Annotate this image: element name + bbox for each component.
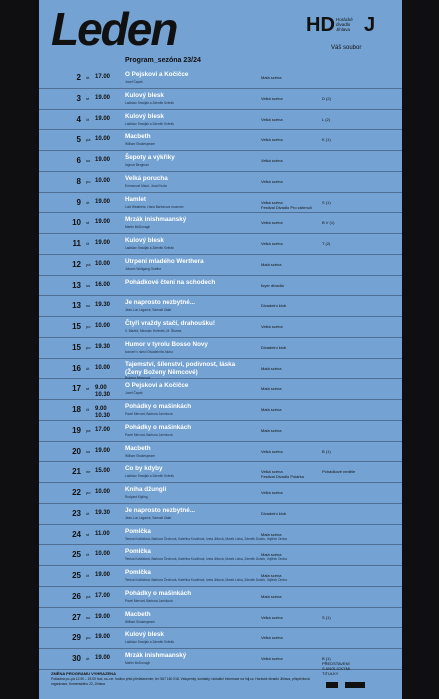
day-number: 24 (72, 529, 81, 539)
weekday: čt (86, 116, 90, 122)
show-title[interactable]: Utrpení mladého Werthera (125, 257, 204, 265)
day-number: 19 (72, 425, 81, 435)
show-title[interactable]: Kniha džunglí (125, 486, 167, 493)
program-row[interactable] (39, 89, 402, 110)
show-time: 10.00 (95, 551, 111, 558)
show-title[interactable]: Humor v tyrolu Bosso Novy (125, 340, 208, 348)
show-author: Tereza Košťálová, Barbora Čechová, Kateřina Kovářová, Iveta Jilková, Marek Liska, Zdeněk Dušek, Vojtěch Ondra (125, 536, 287, 541)
day-number: 4 (76, 114, 81, 124)
venue: Malá scéna (261, 593, 282, 599)
show-time: 10.00 (95, 364, 111, 371)
show-author: William Shakespeare (125, 453, 155, 458)
venue: Malá scéna (261, 573, 282, 578)
program-row[interactable] (39, 255, 402, 276)
show-time: 19.00 (95, 634, 111, 641)
logo-j: J (364, 14, 376, 36)
day-number: 13 (72, 280, 81, 290)
show-title[interactable]: Pohádky o mašinkách (125, 589, 192, 597)
season-subtitle: Program_sezóna 23/24 (125, 57, 201, 64)
day-number: 8 (76, 176, 81, 186)
show-author: Ingmar Bergman (125, 163, 149, 167)
show-title[interactable]: Kulový blesk (125, 91, 164, 99)
row-note: S (1) (322, 199, 331, 205)
show-time: 11.00 (95, 530, 110, 537)
footer-text: Pokladna po–pá 12.00 – 19.00 hod, so–ne: hodinu před představením; tel. 567 160 018. Vstupenky, kontakty i aktuální informace na hdj.cz. Horácké divadlo Jihlava, příspěvková organizace, Komenského 22, Jihlava (51, 677, 310, 686)
row-note: L (2) (322, 116, 331, 122)
day-number: 25 (72, 571, 81, 580)
show-title[interactable]: Pohádky o mašinkách (125, 423, 192, 431)
venue: Velká scéna (261, 490, 283, 495)
show-title[interactable]: Kulový blesk (125, 237, 164, 244)
show-time: 19.00 (95, 198, 111, 205)
show-title[interactable]: Hamlet (125, 195, 146, 203)
program-row[interactable] (39, 172, 402, 193)
venue: Velká scéna (261, 614, 283, 620)
weekday: út (86, 656, 90, 661)
venue: Malá scéna (261, 75, 282, 80)
weekday: po (86, 635, 91, 641)
program-row[interactable] (39, 130, 402, 151)
show-author: Pavel Mervart, Barbora Jarníková (125, 432, 173, 437)
logo-tagline: Váš soubor (331, 45, 362, 51)
show-author: Božena Němcová (125, 375, 151, 380)
weekday: st (86, 220, 90, 226)
venue: Velká scéna (261, 241, 283, 246)
show-author: Ladislav Smoljak a Zdeněk Svěrák (125, 100, 174, 105)
show-author: Rudyard Kipling (125, 495, 148, 499)
weekday: so (86, 614, 91, 620)
program-page (39, 0, 402, 699)
weekday: čt (86, 407, 90, 412)
venue: Divadelní klub (261, 344, 287, 350)
show-title[interactable]: O Pejskovi a Kočičce (125, 71, 189, 78)
venue: Velká scéna (261, 220, 283, 226)
show-time: 10.00 (95, 260, 111, 267)
show-author: Josef Čapek (125, 80, 143, 84)
day-number: 26 (72, 591, 81, 601)
venue: Malá scéna (261, 552, 282, 558)
day-number: 5 (76, 135, 81, 145)
show-title[interactable]: Pomlčka (125, 548, 151, 556)
show-time: 15.00 (95, 468, 111, 475)
program-row[interactable] (39, 359, 402, 380)
venue: Velká scéna (261, 95, 283, 101)
row-note: B (1) PŘEDSTAVENÍ S ANGLICKÝMI TITULKY (322, 656, 351, 676)
venue: Velká scéna Festival Divadlo Pro záhrnuli (261, 199, 312, 210)
show-author: Martin McDonagh (125, 225, 151, 230)
theatre-logo[interactable] (306, 14, 386, 54)
program-row[interactable] (39, 628, 402, 649)
show-author: Johann Wolfgang Goethe (125, 266, 162, 271)
day-number: 6 (76, 156, 81, 165)
show-time: 19.00 (95, 94, 111, 101)
show-time: 10.00 (95, 489, 111, 495)
row-note: B V (1) (322, 220, 335, 226)
weekday: čt (86, 552, 90, 558)
show-author: Pavel Mervart, Barbora Jarníková (125, 598, 173, 603)
show-time: 19.00 (95, 157, 111, 163)
show-title[interactable]: Pomlčka (125, 569, 151, 576)
show-time: 19.00 (95, 572, 111, 578)
program-row[interactable] (39, 504, 402, 525)
weekday: st (86, 386, 90, 392)
show-time: 17.00 (95, 426, 111, 433)
row-note: D (2) (322, 95, 331, 101)
partner-logos (326, 676, 388, 684)
show-author: Ladislav Smoljak a Zdeněk Svěrák (125, 640, 174, 645)
show-author: Tereza Košťálová, Barbora Čechová, Kateřina Kovářová, Iveta Jilková, Marek Liska, Zdeněk Dušek, Vojtěch Ondra (125, 557, 287, 562)
weekday: út (86, 75, 90, 80)
show-time: 19.00 (95, 115, 111, 122)
show-time: 19.00 (95, 240, 111, 246)
day-number: 27 (72, 612, 81, 622)
show-time: 17.00 (95, 74, 111, 80)
weekday: ne (86, 469, 91, 475)
weekday: st (86, 95, 90, 101)
row-note: B (1) (322, 448, 331, 454)
weekday: út (86, 199, 90, 205)
program-row[interactable] (39, 587, 402, 608)
row-note: Pohádkové neděle (322, 469, 356, 475)
row-note: S (1) (322, 614, 331, 620)
venue: Velká scéna (261, 178, 283, 184)
show-title[interactable]: Pohádkové čtení na schodech (125, 278, 216, 286)
show-title[interactable]: O Pejskovi a Kočičce (125, 382, 189, 390)
venue: Velká scéna Festival Divadlo Polárka (261, 469, 304, 480)
partner-logo-icon (345, 682, 365, 688)
show-author: koncert v rámci Divadelního klubu (125, 349, 173, 354)
show-author: Pavel Mervart, Barbora Jarníková (125, 412, 173, 416)
day-number: 25 (72, 550, 81, 560)
day-number: 10 (72, 218, 81, 228)
weekday: út (86, 510, 90, 516)
show-title[interactable]: Mrzák inishmaanský (125, 216, 187, 224)
show-author: Jean-Luc Lagarce, Samuel Zalar (125, 515, 172, 520)
weekday: so (86, 158, 91, 163)
program-row[interactable] (39, 545, 402, 566)
venue: Divadelní klub (261, 303, 287, 309)
weekday: st (86, 531, 90, 537)
program-row[interactable] (39, 193, 402, 214)
show-time: 10.00 (95, 136, 111, 143)
program-row[interactable] (39, 296, 402, 317)
show-title[interactable]: Velká porucha (125, 174, 168, 182)
venue: Divadelní klub (261, 510, 287, 516)
show-title[interactable]: Kulový blesk (125, 631, 164, 639)
weekday: po (86, 490, 91, 495)
day-number: 21 (72, 467, 81, 477)
venue: Velká scéna (261, 158, 283, 163)
weekday: pá (86, 261, 91, 267)
day-number: 16 (72, 363, 81, 373)
program-row[interactable] (39, 421, 402, 442)
show-title[interactable]: Pohádky o mašinkách (125, 403, 192, 410)
show-author: Tereza Košťálová, Barbora Čechová, Kateřina Kovářová, Iveta Jilková, Marek Liska, Zdeněk Dušek, Vojtěch Ondra (125, 578, 287, 582)
day-number: 30 (72, 654, 81, 663)
show-time: 10.00 (95, 323, 111, 329)
program-row[interactable] (39, 276, 402, 297)
venue: Velká scéna (261, 635, 283, 641)
program-row[interactable] (39, 213, 402, 234)
show-title[interactable]: Je naprosto nezbytné... (125, 506, 195, 514)
show-time: 16.00 (95, 281, 111, 288)
show-author: Ladislav Smoljak a Zdeněk Svěrák (125, 474, 174, 479)
program-row[interactable] (39, 234, 402, 255)
show-time: 19.00 (95, 655, 111, 661)
weekday: so (86, 448, 91, 454)
show-time: 19.30 (95, 509, 111, 516)
show-author: Ladislav Smoljak a Zdeněk Svěrák (125, 121, 174, 126)
program-row[interactable] (39, 338, 402, 359)
program-row[interactable] (39, 151, 402, 172)
weekday: so (86, 303, 91, 309)
day-number: 11 (72, 239, 81, 248)
show-time: 19.00 (95, 219, 111, 226)
day-number: 22 (72, 488, 81, 497)
day-number: 18 (72, 405, 81, 414)
venue: Velká scéna (261, 116, 283, 122)
venue: Malá scéna (261, 365, 282, 371)
show-author: Ladislav Smoljak a Zdeněk Svěrák (125, 246, 174, 250)
show-author: Jean-Luc Lagarce, Samuel Zalar (125, 308, 172, 313)
weekday: pá (86, 137, 91, 143)
show-title[interactable]: Šepoty a výkřiky (125, 154, 175, 161)
show-author: Martin McDonagh (125, 661, 151, 665)
logo-hd: HD (306, 14, 335, 36)
venue: foyer divadla (261, 282, 284, 288)
show-time: 19.00 (95, 447, 111, 454)
day-number: 9 (76, 197, 81, 207)
show-title[interactable]: Čtyři vraždy stačí, drahoušku! (125, 320, 215, 327)
show-title[interactable]: Kulový blesk (125, 112, 164, 120)
show-title-second-line: (Ženy Boženy Němcové) (125, 368, 198, 376)
logo-text: Horácké divadlo Jihlava (336, 17, 353, 33)
day-number: 15 (72, 342, 81, 352)
venue: Velká scéna (261, 656, 283, 661)
show-title[interactable]: Macbeth (125, 444, 151, 452)
weekday: čt (86, 241, 90, 246)
show-author: Emmanuel Mauri, Josef Kuda (125, 183, 167, 188)
program-row[interactable] (39, 608, 402, 629)
show-time: 10.00 (95, 177, 111, 184)
program-row[interactable] (39, 317, 402, 338)
weekday: so (86, 282, 91, 288)
show-title[interactable]: Pomlčka (125, 527, 151, 535)
program-row[interactable] (39, 566, 402, 587)
show-title[interactable]: Macbeth (125, 610, 151, 618)
day-number: 13 (72, 301, 81, 311)
program-row[interactable] (39, 379, 402, 400)
weekday: po (86, 178, 91, 184)
program-row[interactable] (39, 483, 402, 504)
venue: Malá scéna (261, 261, 282, 267)
weekday: po (86, 344, 91, 350)
footer-heading: ZMĚNA PROGRAMU VYHRAZENA (51, 671, 116, 676)
program-row[interactable] (39, 400, 402, 421)
program-row[interactable] (39, 525, 402, 546)
weekday: čt (86, 573, 90, 578)
weekday: pá (86, 593, 91, 599)
program-row[interactable] (39, 462, 402, 483)
show-title[interactable]: Je naprosto nezbytné... (125, 299, 195, 307)
show-time: 17.00 (95, 592, 111, 599)
show-title[interactable]: Co by kdyby (125, 465, 163, 473)
venue: Malá scéna (261, 427, 282, 433)
show-time: 19.00 (95, 613, 111, 620)
partner-logo-icon (326, 682, 338, 688)
venue: Malá scéna (261, 386, 282, 392)
footer (51, 671, 321, 686)
weekday: út (86, 365, 90, 371)
day-number: 29 (72, 633, 81, 643)
month-title: Leden (51, 3, 177, 55)
row-note: K (1) (322, 137, 331, 143)
show-time: 19.30 (95, 302, 111, 309)
show-author: V. Blažek, Miroslav Hořeněk, M. Šturma (125, 329, 182, 333)
show-author: William Shakespeare (125, 619, 155, 624)
show-title[interactable]: Mrzák inishmaanský (125, 652, 187, 659)
show-author: Lodi Weathers, Hana Bartonova muzeum (125, 204, 184, 209)
show-time: 19.30 (95, 343, 111, 350)
program-row[interactable] (39, 68, 402, 89)
show-time: 9.00 10.30 (95, 406, 111, 419)
venue: Malá scéna (261, 407, 282, 412)
row-note: T (2) (322, 241, 331, 246)
weekday: pá (86, 427, 91, 433)
venue: Malá scéna (261, 531, 282, 537)
weekday: po (86, 324, 91, 329)
day-number: 3 (76, 93, 81, 103)
day-number: 2 (76, 73, 81, 82)
day-number: 17 (72, 384, 81, 394)
day-number: 23 (72, 508, 81, 518)
day-number: 15 (72, 322, 81, 331)
venue: Velká scéna (261, 448, 283, 454)
program-row[interactable] (39, 110, 402, 131)
show-author: William Shakespeare (125, 142, 155, 147)
show-time: 9.00 10.30 (95, 385, 111, 399)
show-title[interactable]: Tajemství, šílenství, podivnost, láska (125, 360, 236, 368)
show-author: Josef Čapek (125, 391, 143, 396)
show-title[interactable]: Macbeth (125, 133, 151, 141)
venue: Velká scéna (261, 137, 283, 143)
day-number: 12 (72, 259, 81, 269)
venue: Velká scéna (261, 324, 283, 329)
program-row[interactable] (39, 442, 402, 463)
day-number: 20 (72, 446, 81, 456)
